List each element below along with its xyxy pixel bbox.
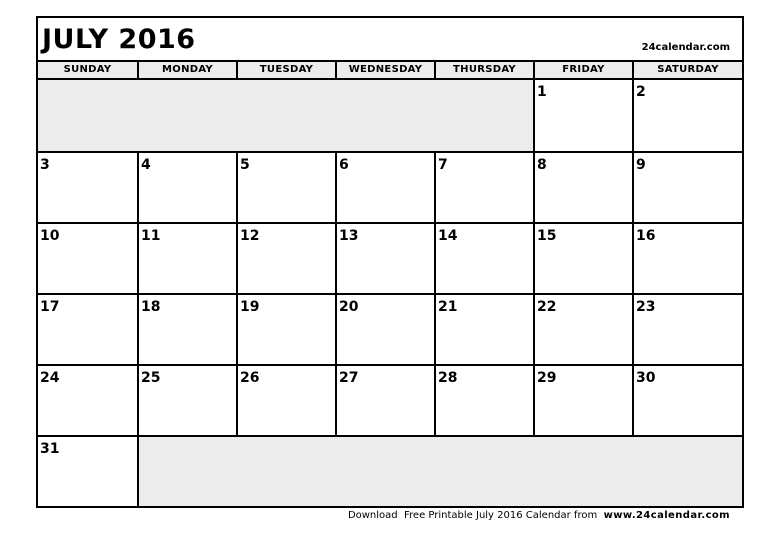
day-cell[interactable] [533, 151, 632, 222]
site-label: 24calendar.com [641, 42, 730, 53]
weekday-friday: FRIDAY [533, 62, 632, 78]
day-number: 8 [537, 157, 547, 173]
day-cell[interactable] [38, 222, 137, 293]
day-cell[interactable] [335, 293, 434, 364]
day-number: 6 [339, 157, 349, 173]
day-number: 1 [537, 84, 547, 100]
day-cell[interactable] [632, 364, 742, 435]
day-number: 16 [636, 228, 656, 244]
day-cell[interactable] [137, 293, 236, 364]
day-cell[interactable] [335, 364, 434, 435]
day-number: 17 [40, 299, 60, 315]
day-number: 31 [40, 441, 60, 457]
calendar-header [38, 18, 742, 62]
weekday-thursday: THURSDAY [434, 62, 533, 78]
weekday-saturday: SATURDAY [632, 62, 742, 78]
day-cell[interactable] [137, 364, 236, 435]
day-cell[interactable] [137, 151, 236, 222]
empty-day-block [137, 435, 742, 506]
empty-day-block [38, 80, 533, 151]
day-number: 5 [240, 157, 250, 173]
day-number: 24 [40, 370, 60, 386]
calendar-sheet [36, 16, 744, 508]
weekday-sunday: SUNDAY [63, 64, 112, 75]
day-number: 29 [537, 370, 557, 386]
day-cell[interactable] [38, 364, 137, 435]
day-cell[interactable] [632, 293, 742, 364]
day-number: 4 [141, 157, 151, 173]
day-number: 3 [40, 157, 50, 173]
day-number: 10 [40, 228, 60, 244]
day-cell[interactable] [632, 80, 742, 151]
day-cell[interactable] [533, 80, 632, 151]
weekday-tuesday: TUESDAY [236, 62, 335, 78]
day-cell[interactable] [533, 364, 632, 435]
weekday-wednesday: WEDNESDAY [335, 62, 434, 78]
weekday-header-row [38, 62, 742, 80]
month-title: JULY 2016 [42, 24, 196, 55]
day-cell[interactable] [335, 151, 434, 222]
day-number: 30 [636, 370, 656, 386]
day-cell[interactable] [38, 151, 137, 222]
day-cell[interactable] [335, 222, 434, 293]
calendar-grid [38, 80, 742, 506]
day-cell[interactable] [236, 364, 335, 435]
day-cell[interactable] [533, 222, 632, 293]
day-number: 12 [240, 228, 260, 244]
day-number: 23 [636, 299, 656, 315]
day-number: 14 [438, 228, 458, 244]
day-number: 19 [240, 299, 260, 315]
day-number: 13 [339, 228, 359, 244]
day-number: 28 [438, 370, 458, 386]
day-cell[interactable] [38, 293, 137, 364]
day-number: 27 [339, 370, 359, 386]
day-cell[interactable] [434, 222, 533, 293]
day-number: 9 [636, 157, 646, 173]
day-cell[interactable] [236, 151, 335, 222]
day-number: 11 [141, 228, 161, 244]
day-cell[interactable] [533, 293, 632, 364]
day-number: 22 [537, 299, 557, 315]
footer-link[interactable]: www.24calendar.com [603, 510, 730, 521]
day-number: 20 [339, 299, 359, 315]
day-number: 21 [438, 299, 458, 315]
weekday-monday: MONDAY [137, 62, 236, 78]
day-number: 15 [537, 228, 557, 244]
day-cell[interactable] [38, 435, 137, 506]
day-cell[interactable] [434, 151, 533, 222]
day-cell[interactable] [236, 293, 335, 364]
day-number: 18 [141, 299, 161, 315]
day-cell[interactable] [236, 222, 335, 293]
day-number: 25 [141, 370, 161, 386]
day-number: 26 [240, 370, 260, 386]
day-number: 2 [636, 84, 646, 100]
day-cell[interactable] [434, 293, 533, 364]
footer-text: Download Free Printable July 2016 Calendar from [347, 510, 604, 521]
day-cell[interactable] [434, 364, 533, 435]
day-cell[interactable] [632, 151, 742, 222]
day-cell[interactable] [137, 222, 236, 293]
footer-credit [348, 509, 730, 523]
day-number: 7 [438, 157, 448, 173]
day-cell[interactable] [632, 222, 742, 293]
